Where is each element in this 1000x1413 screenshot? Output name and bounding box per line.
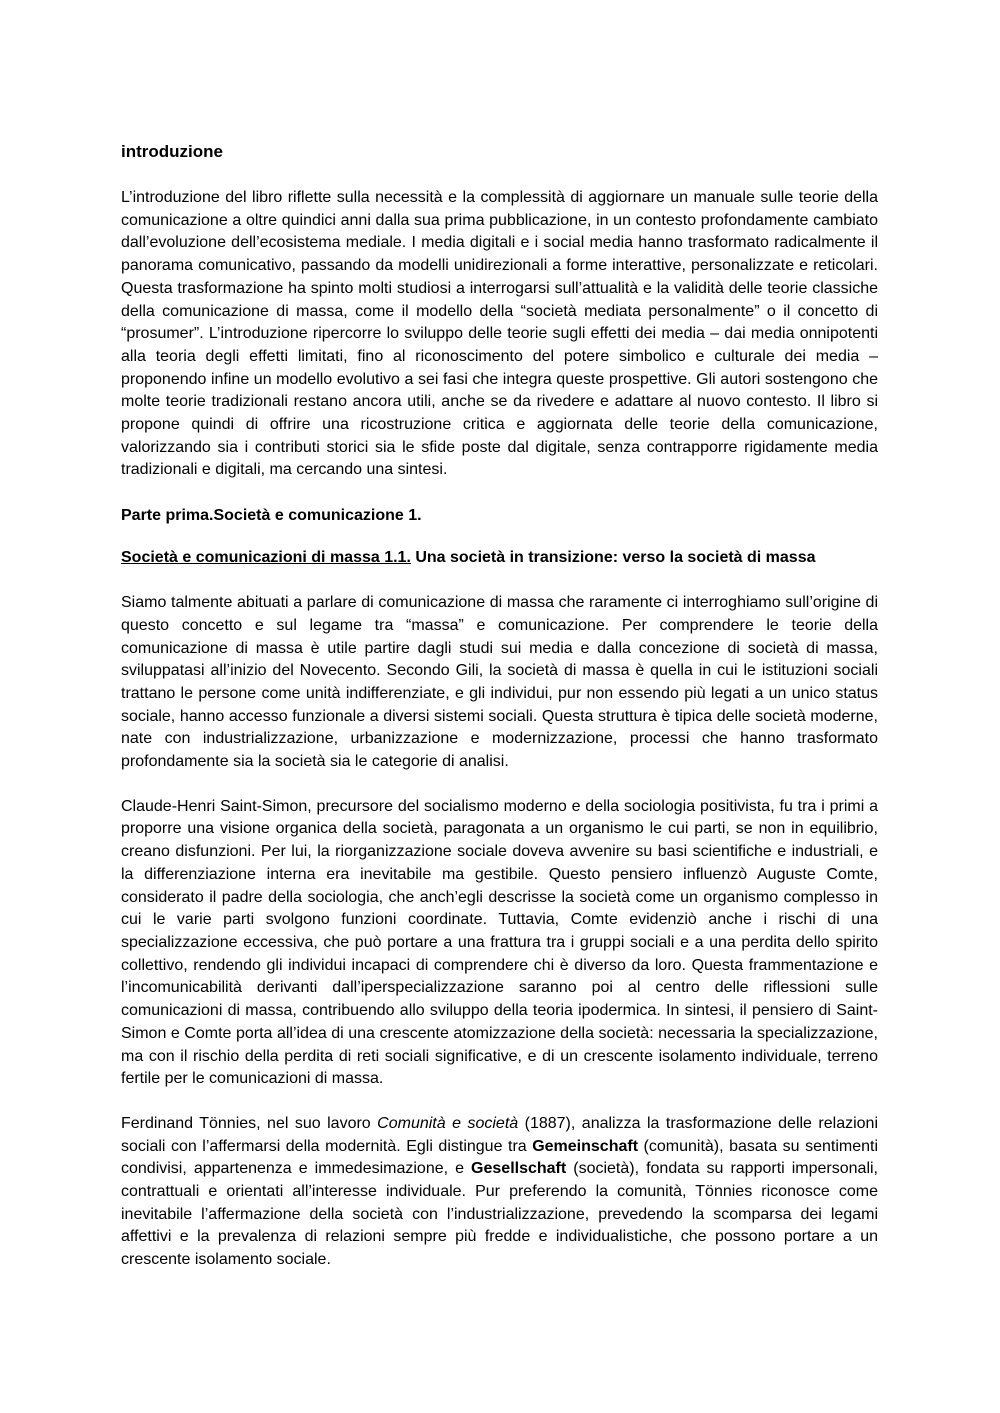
term-gesellschaft: Gesellschaft	[471, 1160, 567, 1178]
tonnies-paragraph	[121, 1113, 878, 1272]
tonnies-text-1: Ferdinand Tönnies, nel suo lavoro	[121, 1114, 378, 1132]
section-heading-title: Una società in transizione: verso la società di massa	[410, 549, 816, 567]
document-page	[121, 140, 878, 1294]
tonnies-text-4: (società), fondata su rapporti impersonali, contrattuali e orientati all’interesse individuale. Pur preferendo la comunità, Tönnies riconosce come inevitabile l’affermazione della società con l’industrializzazione, prevedendo la scomparsa dei legami affettivi e la prevalenza di relazioni sempre più fredde e individualistiche, che possono portare a un crescente isolamento sociale.	[121, 1160, 878, 1269]
tonnies-text-2: (1887), analizza la trasformazione delle relazioni sociali con l’affermarsi della modernità. Egli distingue tra	[121, 1114, 879, 1155]
section-heading	[121, 546, 878, 570]
part-heading: Parte prima.Società e comunicazione 1.	[121, 507, 422, 525]
saint-simon-paragraph: Claude-Henri Saint-Simon, precursore del socialismo moderno e della sociologia positivista, fu tra i primi a proporre una visione organica della società, paragonata a un organismo le cui parti, se non in equilibrio, creano disfunzioni. Per lui, la riorganizzazione sociale doveva avvenire su basi scientifiche e industriali, e la differenziazione interna era inevitabile ma gestibile. Questo pensiero influenzò Auguste Comte, considerato il padre della sociologia, che anch’egli descrisse la società come un organismo complesso in cui le varie parti svolgono funzioni coordinate. Tuttavia, Comte evidenziò anche i rischi di una specializzazione eccessiva, che può portare a una frattura tra i gruppi sociali e a una perdita dello spirito collettivo, rendendo gli individui incapaci di comprendere chi è diverso da loro. Questa frammentazione e l’incomunicabilità derivanti dall’iperspecializzazione saranno poi al centro delle riflessioni sulle comunicazioni di massa, contribuendo allo sviluppo della teoria ipodermica. In sintesi, il pensiero di Saint-Simon e Comte porta all’idea di una crescente atomizzazione della società: necessaria la specializzazione, ma con il rischio della perdita di reti sociali significative, e di un crescente isolamento individuale, terreno fertile per le comunicazioni di massa.	[121, 797, 878, 1088]
book-title: Comunità e società	[377, 1114, 519, 1132]
tonnies-text-3: (comunità), basata su sentimenti condivisi, appartenenza e immedesimazione, e	[121, 1137, 878, 1178]
section-heading-number: Società e comunicazioni di massa 1.1.	[121, 549, 411, 567]
term-gemeinschaft: Gemeinschaft	[532, 1137, 639, 1155]
mass-society-paragraph: Siamo talmente abituati a parlare di comunicazione di massa che raramente ci interroghiamo sull’origine di questo concetto e sul legame tra “massa” e comunicazione. Per comprendere le teorie della comunicazione di massa è utile partire dagli studi sui media e dalla concezione di società di massa, sviluppatasi all’inizio del Novecento. Secondo Gili, la società di massa è quella in cui le istituzioni sociali trattano le persone come unità indifferenziate, e gli individui, pur non essendo più legati a un unico status sociale, hanno accesso funzionale a diversi sistemi sociali. Questa struttura è tipica delle società moderne, nate con industrializzazione, urbanizzazione e modernizzazione, processi che hanno trasformato profondamente sia la società sia le categorie di analisi.	[121, 594, 878, 771]
document-title: introduzione	[121, 142, 223, 161]
intro-paragraph: L’introduzione del libro riflette sulla necessità e la complessità di aggiornare un manuale sulle teorie della comunicazione a oltre quindici anni dalla sua prima pubblicazione, in un contesto profondamente cambiato dall’evoluzione dell’ecosistema mediale. I media digitali e i social media hanno trasformato radicalmente il panorama comunicativo, passando da modelli unidirezionali a forme interattive, personalizzate e reticolari. Questa trasformazione ha spinto molti studiosi a interrogarsi sull’attualità e la validità delle teorie classiche della comunicazione di massa, come il modello della “società mediata personalmente” o il concetto di “prosumer”. L’introduzione ripercorre lo sviluppo delle teorie sugli effetti dei media – dai media onnipotenti alla teoria degli effetti limitati, fino al riconoscimento del potere simbolico e culturale dei media – proponendo infine un modello evolutivo a sei fasi che integra queste prospettive. Gli autori sostengono che molte teorie tradizionali restano ancora utili, anche se da rivedere e adattare al nuovo contesto. Il libro si propone quindi di offrire una ricostruzione critica e aggiornata delle teorie della comunicazione, valorizzando sia i contributi storici sia le sfide poste dal digitale, senza contrapporre rigidamente media tradizionali e digitali, ma cercando una sintesi.	[121, 189, 878, 479]
